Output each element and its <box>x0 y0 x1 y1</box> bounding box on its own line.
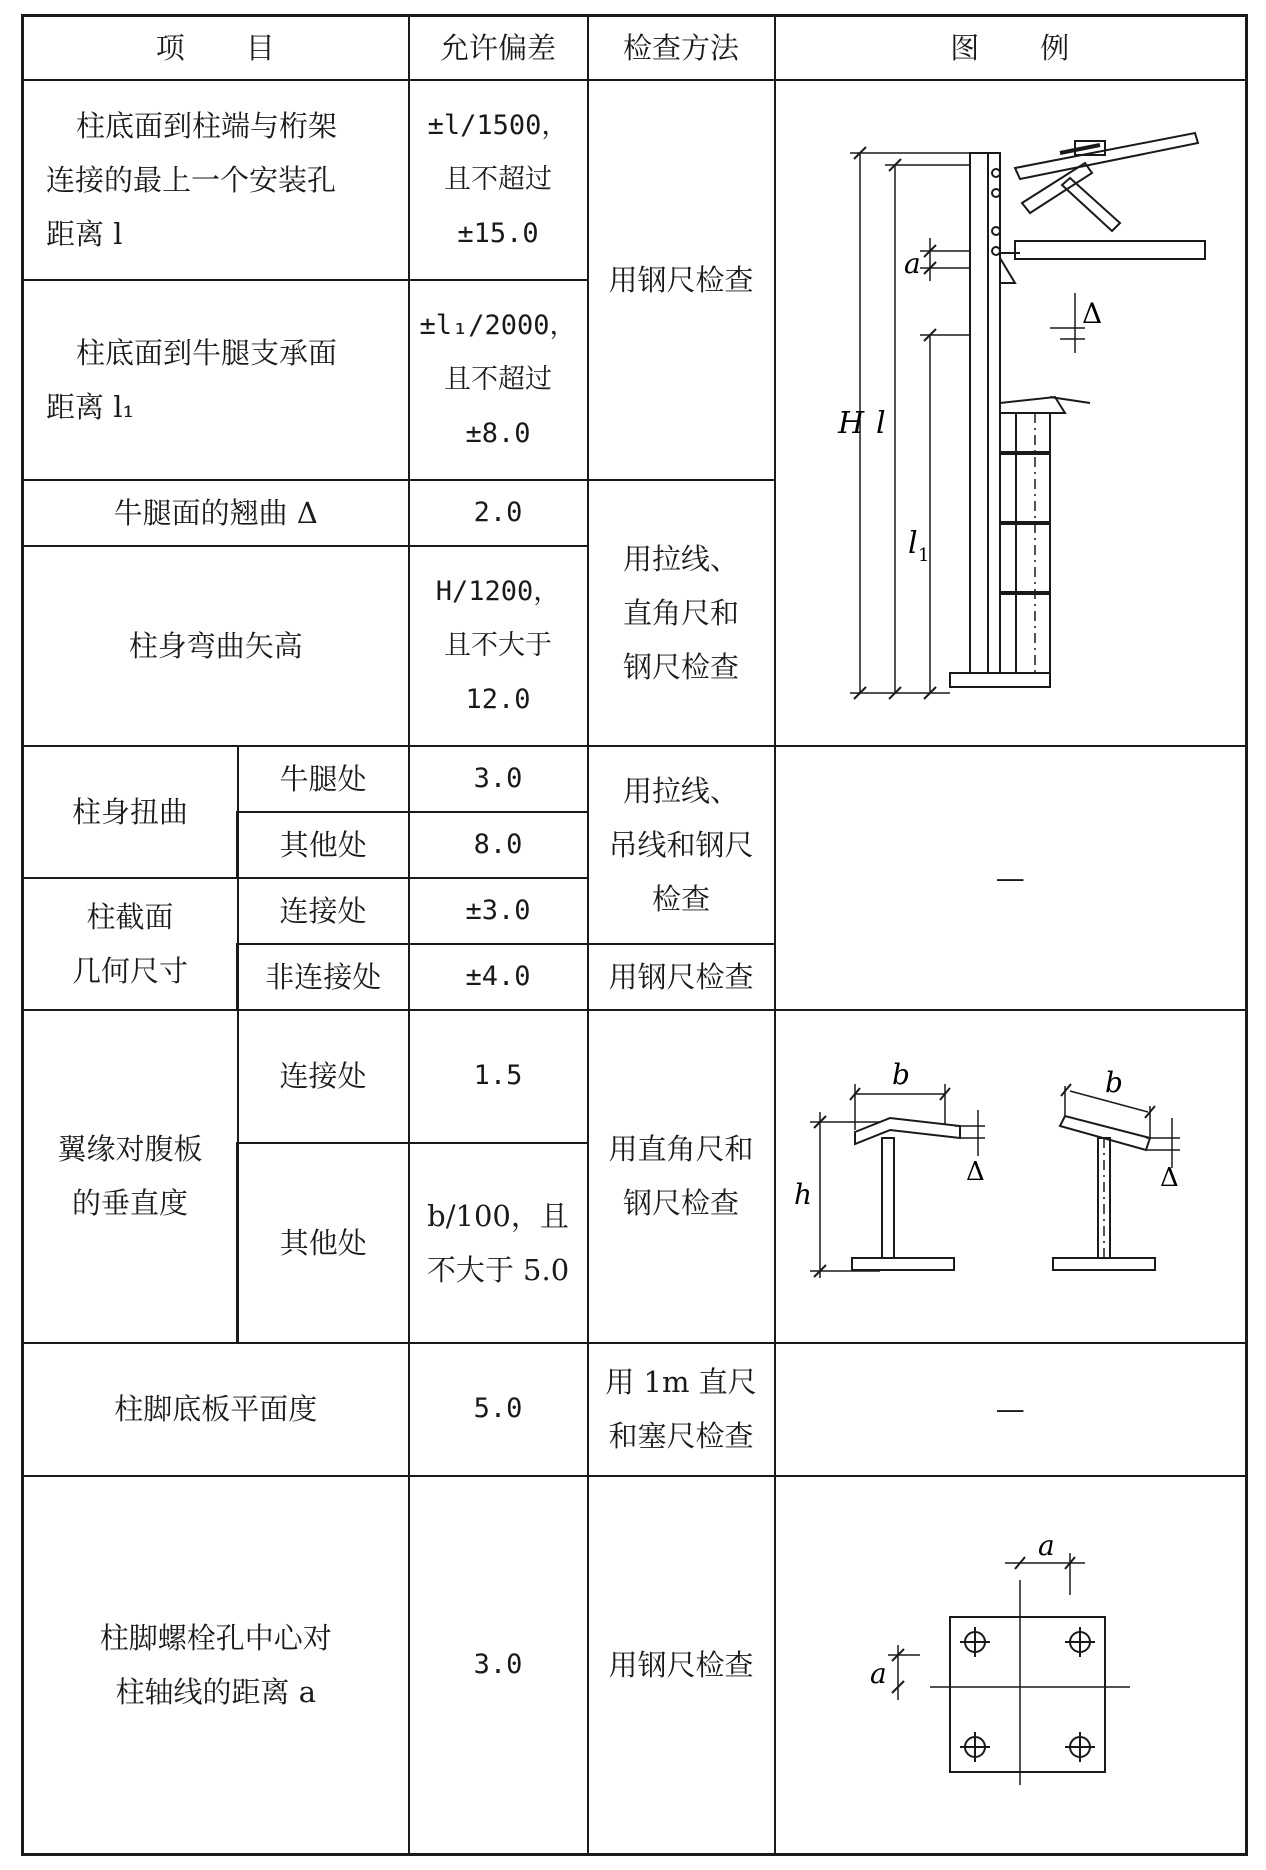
method-cell: 用直角尺和 钢尺检查 <box>588 1010 775 1343</box>
tolerance-table <box>21 14 1248 1856</box>
method-cell: 用钢尺检查 <box>588 1476 775 1855</box>
column-diagram <box>800 113 1220 713</box>
table-row <box>23 1343 1247 1476</box>
dim-a-top-label: a <box>1038 1534 1055 1562</box>
tolerance-cell: b/100，且 不大于 5.0 <box>409 1143 588 1343</box>
dim-b-right-label: b <box>1105 1066 1124 1099</box>
figure-cell-empty: — <box>775 746 1247 1010</box>
method-cell: 用 1m 直尺 和塞尺检查 <box>588 1343 775 1476</box>
tolerance-cell: H/1200， 且不大于 12.0 <box>409 546 588 746</box>
sub-item-cell: 牛腿处 <box>238 746 409 812</box>
column-figure-cell <box>775 80 1247 746</box>
flange-figure-cell <box>775 1010 1247 1343</box>
item-cell: 柱身扭曲 <box>23 746 238 878</box>
header-item: 项 目 <box>23 16 409 80</box>
sub-item-cell: 非连接处 <box>238 944 409 1010</box>
table-row <box>23 1010 1247 1143</box>
tolerance-cell: 5.0 <box>409 1343 588 1476</box>
item-cell: 翼缘对腹板 的垂直度 <box>23 1010 238 1343</box>
header-tolerance: 允许偏差 <box>409 16 588 80</box>
header-row <box>23 16 1247 80</box>
item-cell: 柱身弯曲矢高 <box>23 546 409 746</box>
sub-item-cell: 其他处 <box>238 1143 409 1343</box>
tolerance-cell: 2.0 <box>409 480 588 546</box>
header-figure: 图 例 <box>775 16 1247 80</box>
header-method: 检查方法 <box>588 16 775 80</box>
dim-l-label: l <box>876 405 886 441</box>
dim-H-label: H <box>838 405 865 441</box>
dim-delta-left-label: Δ <box>966 1157 986 1187</box>
tolerance-cell: 1.5 <box>409 1010 588 1143</box>
sub-item-cell: 连接处 <box>238 1010 409 1143</box>
tolerance-cell: 3.0 <box>409 746 588 812</box>
dim-l1-subscript: 1 <box>918 544 930 566</box>
sub-item-cell: 连接处 <box>238 878 409 944</box>
dim-b-left-label: b <box>892 1058 911 1091</box>
method-cell: 用钢尺检查 <box>588 80 775 480</box>
bolt-figure-cell <box>775 1476 1247 1855</box>
figure-cell-empty: — <box>775 1343 1247 1476</box>
method-cell: 用拉线、 吊线和钢尺 检查 <box>588 746 775 944</box>
item-cell: 柱截面 几何尺寸 <box>23 878 238 1010</box>
method-cell: 用拉线、 直角尺和 钢尺检查 <box>588 480 775 746</box>
tolerance-cell: ±l/1500， 且不超过 ±15.0 <box>409 80 588 280</box>
sub-item-cell: 其他处 <box>238 812 409 878</box>
item-cell: 柱脚底板平面度 <box>23 1343 409 1476</box>
method-cell: 用钢尺检查 <box>588 944 775 1010</box>
dim-a-label: a <box>904 246 921 280</box>
dim-l1-label: l <box>908 525 918 561</box>
tolerance-cell: ±3.0 <box>409 878 588 944</box>
item-cell: 柱底面到柱端与桁架 连接的最上一个安装孔 距离 l <box>23 80 409 280</box>
tolerance-cell: ±l₁/2000， 且不超过 ±8.0 <box>409 280 588 480</box>
tolerance-cell: ±4.0 <box>409 944 588 1010</box>
dim-delta-right-label: Δ <box>1160 1163 1180 1193</box>
dim-h-label: h <box>794 1178 813 1211</box>
item-cell: 柱脚螺栓孔中心对 柱轴线的距离 a <box>23 1476 409 1855</box>
dim-a-left-label: a <box>870 1656 887 1690</box>
dim-delta-label: Δ <box>1082 296 1103 330</box>
table-row <box>23 746 1247 812</box>
tolerance-cell: 8.0 <box>409 812 588 878</box>
tolerance-cell: 3.0 <box>409 1476 588 1855</box>
table-row <box>23 80 1247 280</box>
flange-diagram <box>780 1046 1240 1306</box>
bolt-hole-diagram <box>860 1535 1160 1795</box>
item-cell: 柱底面到牛腿支承面 距离 l₁ <box>23 280 409 480</box>
table-row <box>23 1476 1247 1855</box>
item-cell: 牛腿面的翘曲 Δ <box>23 480 409 546</box>
